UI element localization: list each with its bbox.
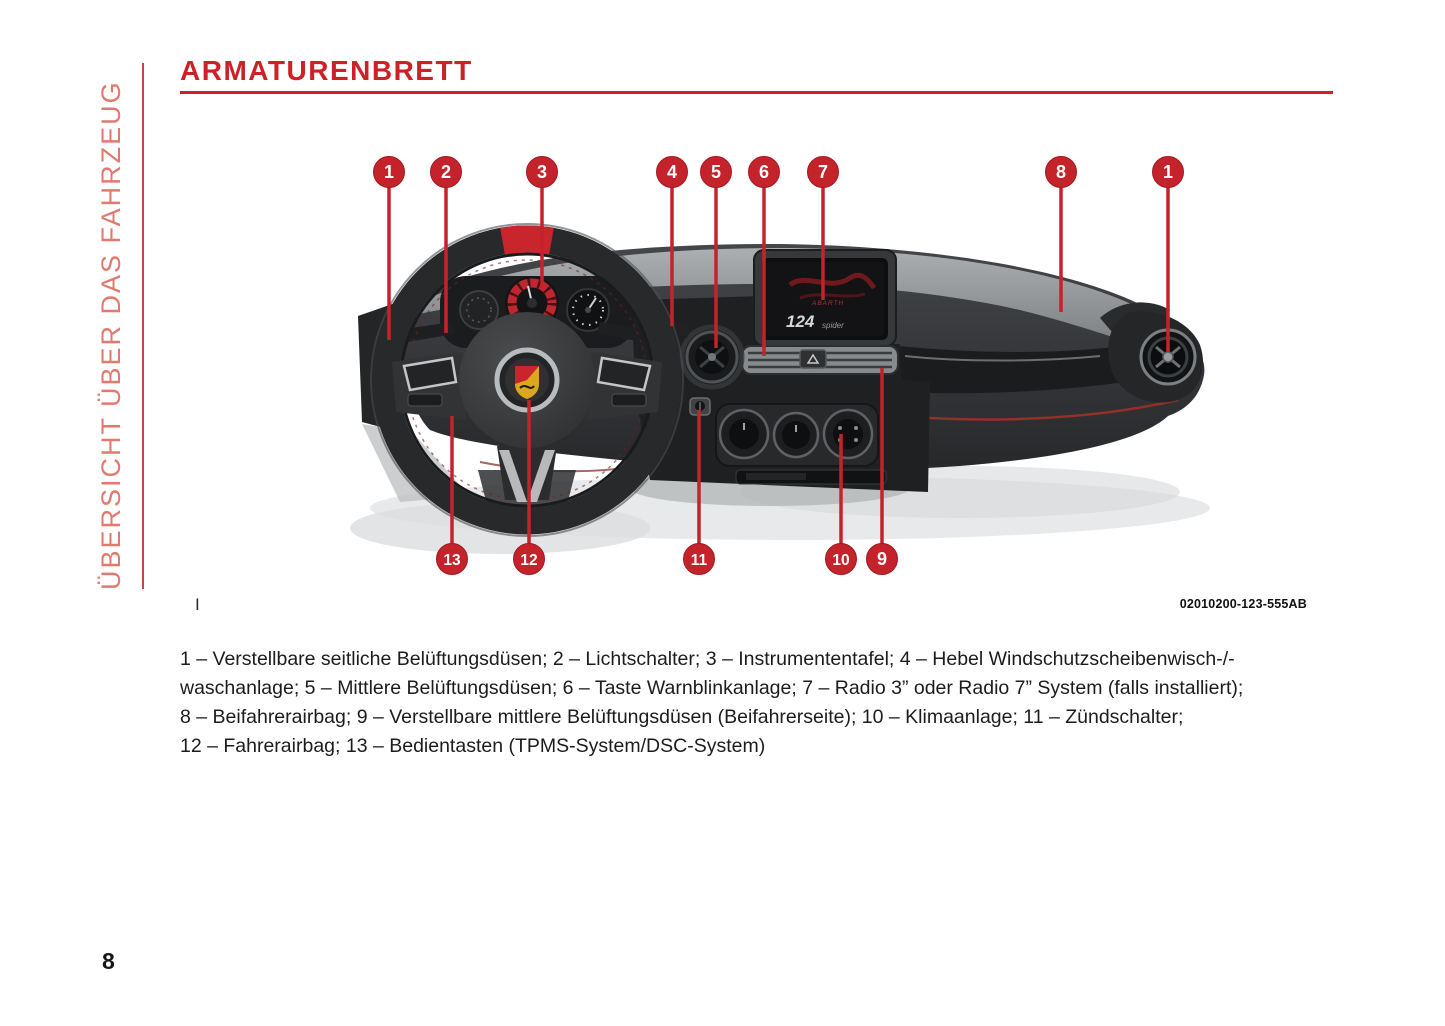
driver-center-vent: [682, 327, 742, 387]
svg-text:9: 9: [876, 549, 888, 569]
screen-sub-text: spider: [822, 321, 844, 330]
caption-line: 8 – Beifahrerairbag; 9 – Verstellbare mittlere Belüftungsdüsen (Beifahrerseite); 10 – Klimaanlage; 11 – Zündschalter;: [180, 706, 1184, 728]
svg-text:1: 1: [1162, 162, 1174, 182]
figure-code: 02010200-123-555AB: [1179, 597, 1307, 611]
svg-text:12: 12: [520, 552, 538, 569]
climate-controls: [716, 404, 886, 484]
svg-text:2: 2: [440, 162, 452, 182]
svg-text:3: 3: [536, 162, 548, 182]
screen-main-text: 124: [786, 312, 815, 331]
screen-brand-text: ABARTH: [812, 300, 845, 307]
caption-line: waschanlage; 5 – Mittlere Belüftungsdüsen; 6 – Taste Warnblinkanlage; 7 – Radio 3” oder Radio 7” System (falls installiert);: [180, 677, 1244, 699]
page-number: 8: [102, 948, 115, 974]
chapter-label: ÜBERSICHT ÜBER DAS FAHRZEUG: [96, 80, 126, 590]
figure-caption: [180, 645, 1320, 761]
svg-text:1: 1: [383, 162, 395, 182]
svg-text:11: 11: [690, 552, 708, 569]
svg-text:6: 6: [758, 162, 770, 182]
svg-text:4: 4: [666, 162, 678, 182]
svg-text:8: 8: [1055, 162, 1067, 182]
sidebar-rule: [142, 63, 144, 589]
radio-display: [754, 250, 896, 346]
svg-text:13: 13: [443, 552, 461, 569]
svg-text:5: 5: [710, 162, 722, 182]
svg-text:10: 10: [832, 552, 850, 569]
hazard-button: [800, 350, 826, 368]
svg-text:7: 7: [817, 162, 829, 182]
wheel-red-band: [503, 239, 552, 241]
title-rule: [180, 91, 1333, 94]
caption-line: 12 – Fahrerairbag; 13 – Bedientasten (TPMS-System/DSC-System): [180, 735, 766, 757]
caption-line: 1 – Verstellbare seitliche Belüftungsdüsen; 2 – Lichtschalter; 3 – Instrumententafel; 4 – Hebel Windschutzscheibenwisch-/-: [180, 648, 1235, 670]
dashboard-figure: [330, 140, 1240, 590]
page-title: ARMATURENBRETT: [180, 55, 473, 86]
figure-margin-mark: I: [195, 595, 200, 614]
